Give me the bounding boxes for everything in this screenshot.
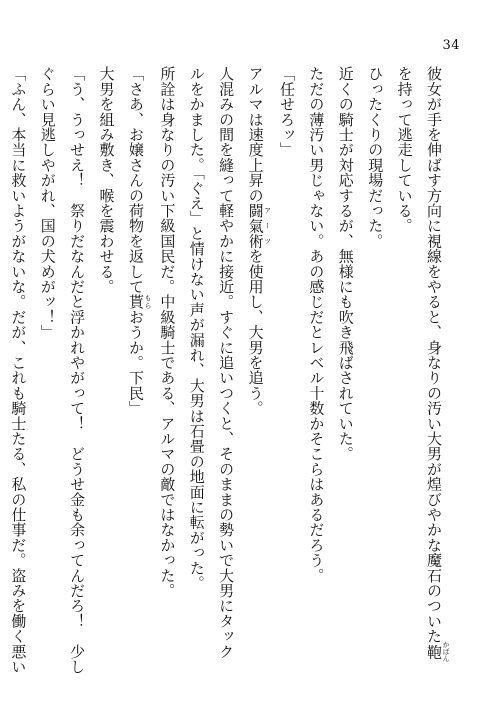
text-segment: を使用し、大男を追う。	[246, 248, 265, 416]
text-line	[330, 66, 359, 662]
text-segment: 「う、うっせえ！ 祭りだなんだと浮かれやがって！ どうせ金も余ってんだろ！ 少し	[68, 66, 87, 674]
text-segment: 大男を組み敷き、喉を震わせる。	[97, 66, 116, 294]
text-line	[32, 66, 61, 662]
text-line	[272, 66, 301, 662]
text-line	[419, 66, 450, 662]
ruby-word	[246, 202, 272, 249]
page-number: 34	[442, 38, 460, 53]
text-line	[181, 66, 210, 662]
text-line	[152, 66, 181, 662]
text-segment: 「さあ、お嬢さんの荷物を返して	[126, 66, 145, 294]
body-text	[9, 66, 450, 674]
ruby-base: 貰	[126, 294, 145, 310]
text-segment: ただの薄汚い男じゃない。あの感じだとレベル十数かそこらはあるだろう。	[307, 66, 326, 583]
text-segment: おうか。下民」	[126, 309, 145, 416]
ruby-reading: アーツ	[263, 202, 272, 249]
text-line	[121, 66, 152, 662]
text-line	[301, 66, 330, 662]
text-segment: アルマは速度上昇の	[246, 66, 265, 203]
ruby-reading: もら	[143, 294, 152, 310]
text-segment: ぐらい見逃しやがれ、国の犬めがッ！」	[38, 66, 57, 340]
ruby-word	[425, 640, 450, 663]
text-segment: 彼女が手を伸ばす方向に視線をやると、身なりの汚い大男が煌びやかな魔石のついた	[425, 66, 443, 644]
text-segment: 近くの騎士が対応するが、無様にも吹き飛ばされていた。	[336, 66, 355, 462]
text-line	[389, 66, 418, 662]
text-line	[360, 66, 389, 662]
text-line	[62, 66, 91, 674]
text-line	[91, 66, 120, 662]
text-segment: 「ふん、本当に救いようがないな。だが、これも騎士たる、私の仕事だ。盗みを働く悪い	[9, 66, 28, 674]
ruby-base: 闘氣術	[246, 202, 265, 249]
text-segment: ルをかました。「ぐえ」と情けない声が漏れ、大男は石畳の地面に転がった。	[187, 66, 206, 591]
text-segment: 所詮は身なりの汚い下級国民だ。中級騎士である、アルマの敵ではなかった。	[158, 66, 177, 598]
ruby-base: 鞄	[425, 640, 443, 663]
ruby-word	[126, 294, 152, 310]
text-segment: ひったくりの現場だった。	[366, 66, 385, 249]
text-line	[240, 66, 271, 662]
text-line	[211, 66, 240, 662]
text-segment: 「任せろッ」	[277, 66, 296, 158]
text-segment: 人混みの間を縫って軽やかに接近。すぐに追いつくと、そのままの勢いで大男にタック	[217, 66, 236, 659]
text-line	[3, 66, 32, 674]
ruby-reading: かばん	[442, 640, 450, 663]
text-segment: を持って逃走している。	[395, 66, 414, 234]
